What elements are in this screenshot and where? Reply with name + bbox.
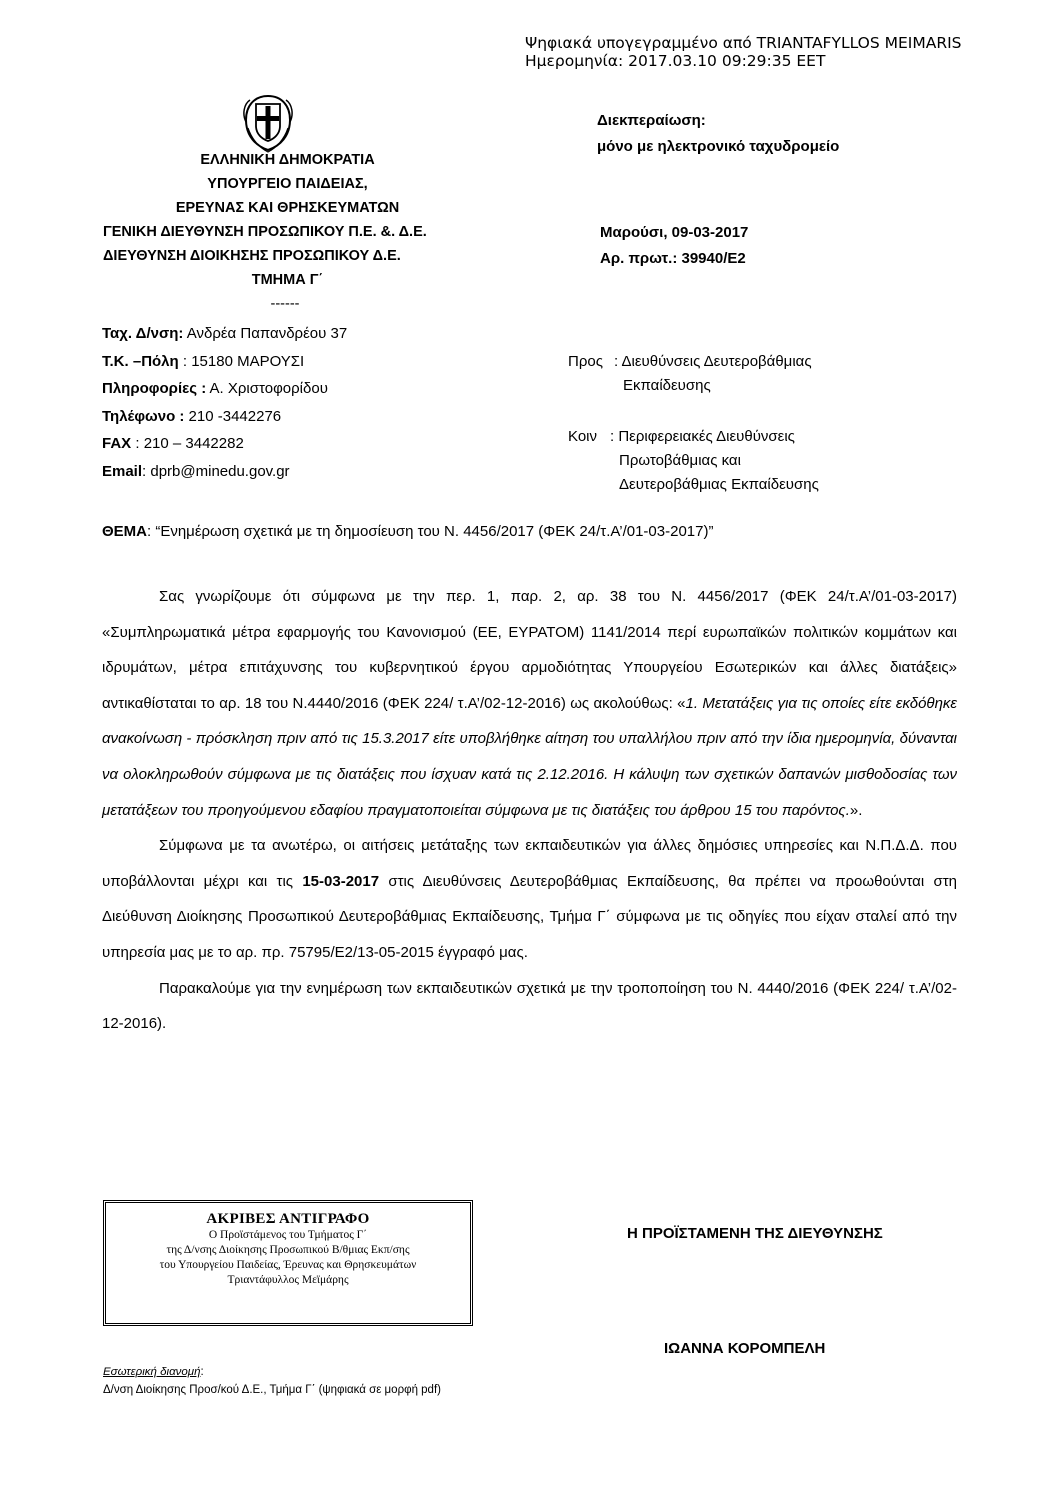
contact-postcode: Τ.Κ. –Πόλη : 15180 ΜΑΡΟΥΣΙ — [102, 352, 305, 370]
handling-label: Διεκπεραίωση: — [597, 112, 706, 129]
distribution-line: Δ/νση Διοίκησης Προσ/κού Δ.Ε., Τμήμα Γ΄ (ψηφιακά σε μορφή pdf) — [103, 1384, 441, 1396]
recipients-cc — [568, 425, 819, 497]
contact-email: Email: dprb@minedu.gov.gr — [102, 462, 290, 480]
quoted-provision: 1. Μετατάξεις για τις οποίες είτε εκδόθηκε ανακοίνωση - πρόσκληση πριν από τις 15.3.2017 είτε υποβλήθηκε αίτηση του υπαλλήλου πριν από την ίδια ημερομηνία, δύνανται να ολοκληρωθούν σύμφωνα με τις διατάξεις που ίσχυαν κατά τις 2.12.2016. Η κάλυψη των σχετικών δαπανών μισθοδοσίας των μετατάξεων του προηγούμενου εδαφίου πραγματοποιείται σύμφωνα με τις διατάξεις του άρθρου 15 του παρόντος. — [102, 694, 957, 819]
cc-label: Κοιν — [568, 428, 597, 445]
distribution-heading: Εσωτερική διανομή — [103, 1366, 201, 1378]
contact-phone: Τηλέφωνο : 210 -3442276 — [102, 407, 282, 425]
cc-line: Δευτεροβάθμιας Εκπαίδευσης — [619, 476, 819, 493]
certified-copy-line: του Υπουργείου Παιδείας, Έρευνας και Θρησκευμάτων — [159, 1259, 417, 1271]
sender-line: ΔΙΕΥΘΥΝΣΗ ΔΙΟΙΚΗΣΗΣ ΠΡΟΣΩΠΙΚΟΥ Δ.Ε. — [103, 248, 401, 264]
contact-address: Ταχ. Δ/νση: Ανδρέα Παπανδρέου 37 — [102, 325, 348, 342]
to-line: : Διευθύνσεις Δευτεροβάθμιας — [614, 353, 812, 370]
certified-copy-line: Ο Προϊστάμενος του Τμήματος Γ΄ — [208, 1229, 368, 1241]
body-paragraph: Σας γνωρίζουμε ότι σύμφωνα με την περ. 1, παρ. 2, αρ. 38 του Ν. 4456/2017 (ΦΕΚ 24/τ.Α’/01-03-2017) «Συμπληρωματικά μέτρα εφαρμογής του Κανονισμού (ΕΕ, ΕΥΡΑΤΟΜ) 1141/2014 περί ευρωπαϊκών πολιτικών κομμάτων και ιδρυμάτων, μέτρα επιτάχυνσης του κυβερνητικού έργου αρμοδιότητας Υπουργείου Εσωτερικών και άλλες διατάξεις» αντικαθίσταται το αρ. 18 του Ν.4440/2016 (ΦΕΚ 224/ τ.Α’/02-12-2016) ως ακολούθως: «1. Μετατάξεις για τις οποίες είτε εκδόθηκε ανακοίνωση - πρόσκληση πριν από τις 15.3.2017 είτε υποβλήθηκε αίτηση του υπαλλήλου πριν από την ίδια ημερομηνία, δύνανται να ολοκληρωθούν σύμφωνα με τις διατάξεις που ίσχυαν κατά τις 2.12.2016. Η κάλυψη των σχετικών δαπανών μισθοδοσίας των μετατάξεων του προηγούμενου εδαφίου πραγματοποιείται σύμφωνα με τις διατάξεις του άρθρου 15 του παρόντος.». — [102, 588, 957, 819]
sender-line: ΕΡΕΥΝΑΣ ΚΑΙ ΘΡΗΣΚΕΥΜΑΤΩΝ — [175, 200, 400, 216]
to-label: Προς — [568, 353, 603, 370]
internal-distribution: Εσωτερική διανομή: Δ/νση Διοίκησης Προσ/κού Δ.Ε., Τμήμα Γ΄ (ψηφιακά σε μορφή pdf) — [103, 1363, 441, 1399]
cc-line: : Περιφερειακές Διευθύνσεις — [610, 428, 795, 445]
handling-note — [597, 108, 839, 160]
cc-line: Πρωτοβάθμιας και — [619, 452, 741, 469]
date-block — [600, 220, 748, 272]
contact-block — [102, 320, 347, 485]
signature-date: Ημερομηνία: 2017.03.10 09:29:35 EET — [525, 52, 826, 70]
signatory-name: ΙΩΑΝΝΑ ΚΟΡΟΜΠΕΛΗ — [664, 1340, 826, 1357]
contact-fax: FAX : 210 – 3442282 — [102, 435, 244, 452]
subject-label: ΘΕΜΑ — [102, 523, 147, 540]
deadline-date: 15-03-2017 — [302, 872, 380, 890]
document-date: Μαρούσι, 09-03-2017 — [600, 224, 749, 241]
signatory-title: Η ΠΡΟΪΣΤΑΜΕΝΗ ΤΗΣ ΔΙΕΥΘΥΝΣΗΣ — [627, 1225, 883, 1242]
sender-line: ΓΕΝΙΚΗ ΔΙΕΥΘΥΝΣΗ ΠΡΟΣΩΠΙΚΟΥ Π.Ε. &. Δ.Ε. — [103, 224, 427, 240]
letter-body — [102, 579, 957, 1042]
handling-method: μόνο με ηλεκτρονικό ταχυδρομείο — [597, 138, 840, 155]
signature-line: Ψηφιακά υπογεγραμμένο από TRIANTAFYLLOS MEIMARIS — [525, 34, 962, 52]
sender-line: ΤΜΗΜΑ Γ΄ — [251, 272, 324, 288]
certified-copy-title: ΑΚΡΙΒΕΣ ΑΝΤΙΓΡΑΦΟ — [206, 1211, 370, 1227]
sender-line: ΕΛΛΗΝΙΚΗ ΔΗΜΟΚΡΑΤΙΑ — [200, 152, 375, 168]
subject-line — [102, 523, 713, 540]
certified-copy-line: της Δ/νσης Διοίκησης Προσωπικού Β/θμιας Εκπ/σης — [166, 1244, 410, 1256]
contact-info: Πληροφορίες : Α. Χριστοφορίδου — [102, 380, 328, 397]
subject-text: : “Ενημέρωση σχετικά με τη δημοσίευση του Ν. 4456/2017 (ΦΕΚ 24/τ.Α’/01-03-2017)” — [147, 523, 714, 540]
recipients-block — [568, 350, 819, 497]
protocol-number: Αρ. πρωτ.: 39940/Ε2 — [600, 250, 746, 267]
to-line: Εκπαίδευσης — [623, 377, 711, 394]
certified-copy-line: Τριαντάφυλλος Μεϊμάρης — [227, 1274, 349, 1286]
body-paragraph: Παρακαλούμε για την ενημέρωση των εκπαιδευτικών σχετικά με την τροποποίηση του Ν. 4440/2016 (ΦΕΚ 224/ τ.Α’/02-12-2016). — [102, 979, 957, 1033]
certified-copy-stamp — [103, 1200, 473, 1326]
digital-signature — [525, 34, 962, 70]
sender-line: ΥΠΟΥΡΓΕΙΟ ΠΑΙΔΕΙΑΣ, — [207, 176, 368, 192]
body-paragraph: Σύμφωνα με τα ανωτέρω, οι αιτήσεις μετάταξης των εκπαιδευτικών για άλλες δημόσιες υπηρεσίες και Ν.Π.Δ.Δ. που υποβάλλονται μέχρι και τις 15-03-2017 στις Διευθύνσεις Δευτεροβάθμιας Εκπαίδευσης, θα πρέπει να προωθούνται στη Διεύθυνση Διοίκησης Προσωπικού Δευτεροβάθμιας Εκπαίδευσης, Τμήμα Γ΄ σύμφωνα με τις οδηγίες που είχαν σταλεί από την υπηρεσία μας με το αρ. πρ. 75795/Ε2/13-05-2015 έγγραφό μας. — [102, 837, 957, 961]
recipients-to — [568, 350, 819, 398]
sender-block — [100, 148, 475, 316]
greek-government-emblem-icon — [240, 92, 296, 154]
sender-separator: ------ — [270, 296, 300, 312]
